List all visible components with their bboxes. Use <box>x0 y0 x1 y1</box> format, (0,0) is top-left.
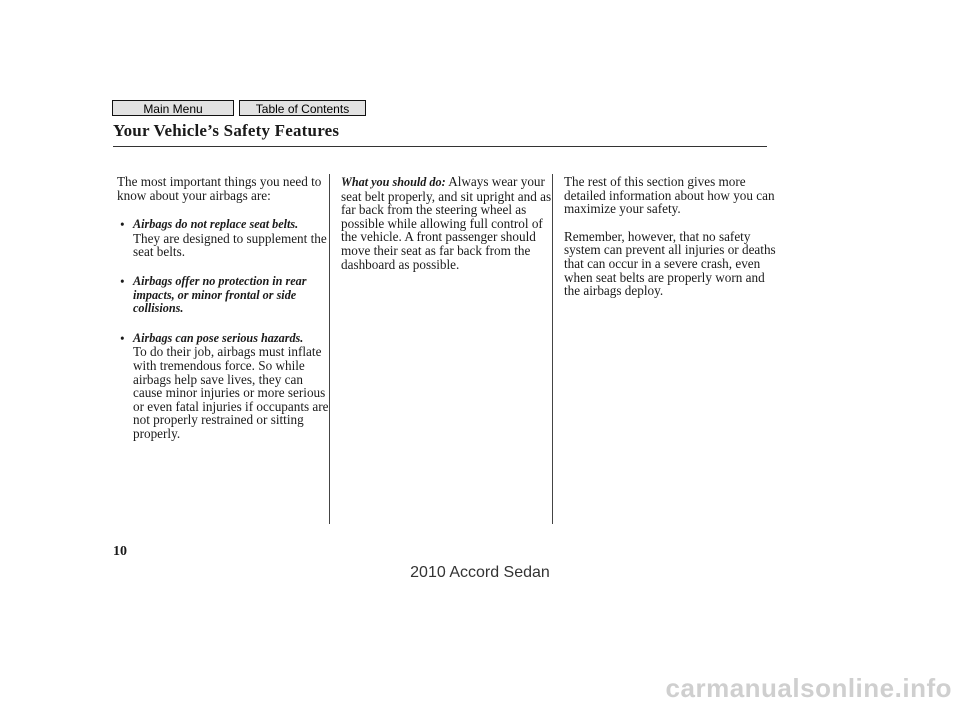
what-to-do-heading: What you should do: <box>341 175 446 189</box>
rest-of-section-text: The rest of this section gives more detailed information about how you can maximize your safety. <box>564 174 775 217</box>
bullet-heading: Airbags do not replace seat belts. <box>133 217 299 232</box>
column-divider <box>552 174 553 524</box>
table-of-contents-button[interactable]: Table of Contents <box>239 100 366 116</box>
bullet-icon: • <box>120 330 125 346</box>
list-item <box>117 218 329 259</box>
bullet-heading: Airbags offer no protection in rear impacts, or minor frontal or side collisions. <box>133 273 307 316</box>
section-title: Your Vehicle’s Safety Features <box>113 121 340 140</box>
bullet-body: They are designed to supplement the seat belts. <box>133 230 327 260</box>
column-1 <box>117 175 329 441</box>
main-menu-button[interactable]: Main Menu <box>112 100 234 116</box>
bullet-heading: Airbags can pose serious hazards. <box>133 330 304 345</box>
column-divider <box>329 174 330 524</box>
watermark: carmanualsonline.info <box>665 673 952 703</box>
bullet-body: To do their job, airbags must inflate with tremendous force. So while airbags help save lives, they can cause minor injuries or more serious or even fatal injuries if occupants are not properly restrained or sitting properly. <box>133 344 329 441</box>
what-to-do-body: Always wear your seat belt properly, and sit upright and as far back from the steering wheel as possible while allowing full control of the vehicle. A front passenger should move their seat as far back from the dashboard as possible. <box>341 174 552 272</box>
page-number: 10 <box>113 544 127 559</box>
intro-text: The most important things you need to know about your airbags are: <box>117 174 322 203</box>
title-rule <box>113 146 767 147</box>
what-to-do-paragraph <box>341 175 553 271</box>
list-item <box>117 332 329 441</box>
safety-warning-text: Remember, however, that no safety system can prevent all injuries or deaths that can occur in a severe crash, even when seat belts are properly worn and the airbags deploy. <box>564 228 776 299</box>
column-3 <box>564 175 776 298</box>
list-item <box>117 275 329 316</box>
footer-caption: 2010 Accord Sedan <box>410 564 550 581</box>
bullet-icon: • <box>120 217 125 233</box>
bullet-icon: • <box>120 273 125 289</box>
column-2 <box>341 175 553 271</box>
